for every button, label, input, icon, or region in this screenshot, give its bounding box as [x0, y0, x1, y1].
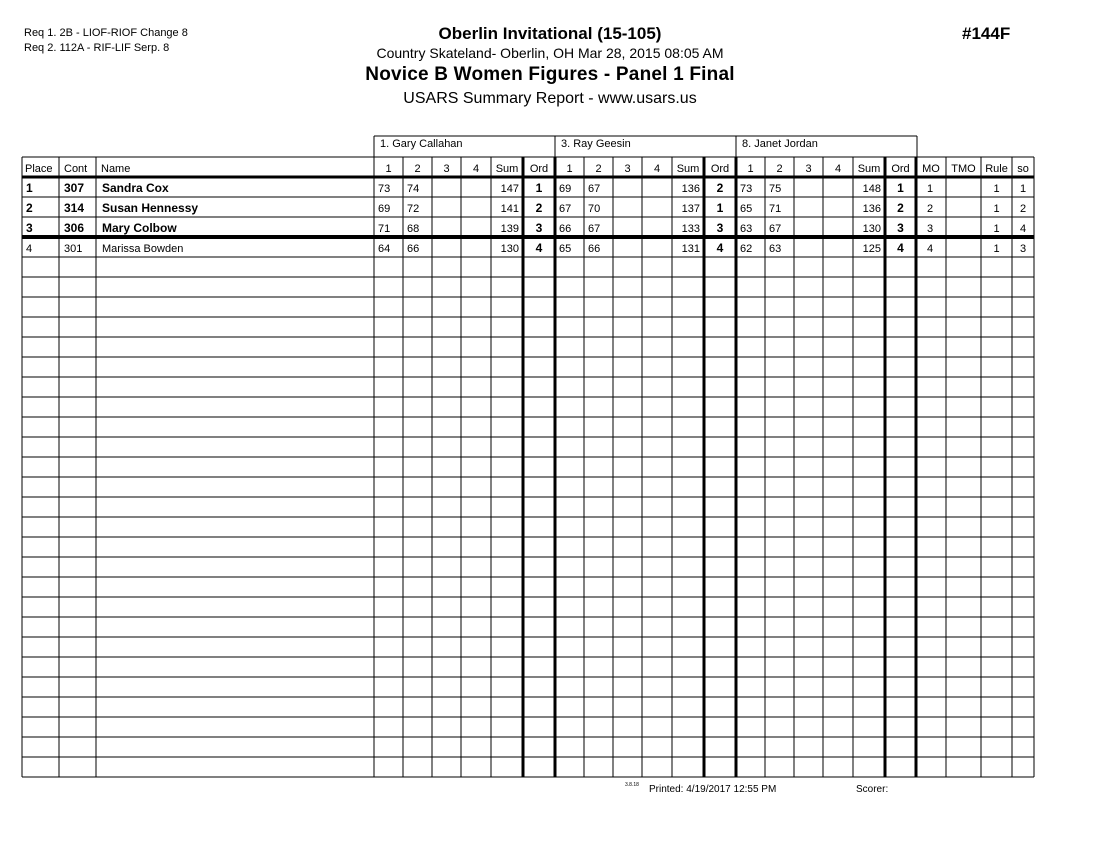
cell-name: Susan Hennessy	[102, 201, 199, 215]
cell-score: 71	[378, 223, 391, 235]
col-header-judge-sum: Sum	[495, 163, 519, 175]
cell-score: 71	[769, 203, 782, 215]
col-header-judge-4: 4	[472, 163, 480, 175]
cell-sum: 125	[862, 243, 881, 255]
judge-name: 1. Gary Callahan	[380, 138, 463, 150]
cell-score: 66	[407, 243, 420, 255]
cell-sum: 133	[681, 223, 700, 235]
scorer-label: Scorer:	[856, 784, 889, 795]
judge-name: 3. Ray Geesin	[561, 138, 631, 150]
cell-sum: 131	[681, 243, 700, 255]
cell-score: 65	[559, 243, 572, 255]
cell-ord: 3	[535, 221, 543, 235]
col-header-judge-4: 4	[653, 163, 661, 175]
cell-sum: 136	[681, 183, 700, 195]
cell-so: 3	[1019, 243, 1027, 255]
cell-score: 66	[559, 223, 572, 235]
event-number: #144F	[962, 24, 1011, 43]
cell-name: Mary Colbow	[102, 221, 177, 235]
col-header-judge-4: 4	[834, 163, 842, 175]
cell-rule: 1	[993, 223, 1000, 235]
cell-place: 2	[26, 201, 33, 215]
cell-sum: 139	[500, 223, 519, 235]
cell-place: 1	[26, 181, 33, 195]
cell-score: 72	[407, 203, 420, 215]
cell-sum: 147	[500, 183, 519, 195]
cell-name: Sandra Cox	[102, 181, 169, 195]
cell-sum: 130	[500, 243, 519, 255]
cell-score: 75	[769, 183, 782, 195]
col-header-judge-1: 1	[747, 163, 754, 175]
report-title: USARS Summary Report - www.usars.us	[403, 90, 697, 107]
col-header-judge-3: 3	[443, 163, 450, 175]
cell-score: 69	[559, 183, 572, 195]
cell-score: 66	[588, 243, 601, 255]
col-header-so: so	[1017, 163, 1029, 175]
event-title: Novice B Women Figures - Panel 1 Final	[365, 64, 735, 85]
col-header-judge-ord: Ord	[710, 163, 730, 175]
printed-timestamp: Printed: 4/19/2017 12:55 PM	[649, 784, 777, 795]
cell-sum: 148	[862, 183, 881, 195]
cell-ord: 3	[897, 221, 904, 235]
cell-ord: 4	[535, 241, 543, 255]
col-header-judge-2: 2	[776, 163, 783, 175]
cell-score: 63	[740, 223, 753, 235]
col-header-judge-2: 2	[414, 163, 421, 175]
requirement-1: Req 1. 2B - LIOF-RIOF Change 8	[24, 27, 188, 39]
cell-rule: 1	[993, 203, 1000, 215]
cell-cont: 306	[64, 221, 85, 235]
col-header-judge-3: 3	[624, 163, 631, 175]
cell-place: 4	[26, 243, 33, 255]
cell-mo: 4	[927, 243, 934, 255]
col-header-judge-1: 1	[385, 163, 392, 175]
cell-ord: 4	[716, 241, 724, 255]
cell-ord: 2	[535, 201, 543, 215]
cell-ord: 2	[897, 201, 904, 215]
cell-score: 67	[559, 203, 572, 215]
cell-score: 73	[378, 183, 391, 195]
cell-score: 67	[588, 183, 601, 195]
cell-mo: 1	[927, 183, 934, 195]
col-header-judge-2: 2	[595, 163, 602, 175]
col-header-judge-1: 1	[566, 163, 573, 175]
col-header-judge-3: 3	[805, 163, 812, 175]
venue-line: Country Skateland- Oberlin, OH Mar 28, 2015 08:05 AM	[376, 45, 724, 61]
cell-score: 73	[740, 183, 753, 195]
col-header-tmo: TMO	[951, 163, 976, 175]
col-header-judge-ord: Ord	[529, 163, 549, 175]
col-header-place: Place	[25, 163, 53, 175]
cell-score: 63	[769, 243, 782, 255]
cell-name: Marissa Bowden	[102, 243, 184, 255]
cell-sum: 136	[862, 203, 881, 215]
cell-cont: 314	[64, 201, 85, 215]
cell-rule: 1	[993, 243, 1000, 255]
cell-mo: 3	[927, 223, 934, 235]
cell-ord: 1	[535, 181, 543, 195]
cell-sum: 141	[500, 203, 519, 215]
cell-score: 74	[407, 183, 420, 195]
cell-sum: 137	[681, 203, 700, 215]
cell-score: 62	[740, 243, 753, 255]
cell-score: 65	[740, 203, 753, 215]
col-header-mo: MO	[922, 163, 940, 175]
cell-ord: 1	[716, 201, 724, 215]
col-header-judge-ord: Ord	[891, 163, 910, 175]
cell-score: 68	[407, 223, 420, 235]
col-header-judge-sum: Sum	[676, 163, 700, 175]
col-header-judge-sum: Sum	[857, 163, 881, 175]
cell-score: 69	[378, 203, 391, 215]
cell-so: 4	[1019, 223, 1027, 235]
requirement-2: Req 2. 112A - RIF-LIF Serp. 8	[24, 42, 170, 54]
cell-score: 67	[769, 223, 782, 235]
cell-so: 1	[1019, 183, 1027, 195]
judge-name: 8. Janet Jordan	[742, 138, 818, 150]
cell-ord: 3	[716, 221, 724, 235]
cell-so: 2	[1019, 203, 1027, 215]
cell-cont: 301	[64, 243, 83, 255]
cell-rule: 1	[993, 183, 1000, 195]
cell-ord: 2	[716, 181, 724, 195]
cell-ord: 1	[897, 181, 904, 195]
col-header-cont: Cont	[64, 163, 88, 175]
cell-score: 70	[588, 203, 601, 215]
cell-sum: 130	[862, 223, 881, 235]
cell-cont: 307	[64, 181, 85, 195]
cell-place: 3	[26, 221, 33, 235]
col-header-name: Name	[101, 163, 131, 175]
cell-ord: 4	[897, 241, 904, 255]
software-version: 3.8.18	[625, 782, 639, 788]
col-header-rule: Rule	[985, 163, 1008, 175]
cell-mo: 2	[927, 203, 934, 215]
cell-score: 64	[378, 243, 391, 255]
cell-score: 67	[588, 223, 601, 235]
competition-title: Oberlin Invitational (15-105)	[438, 24, 662, 43]
